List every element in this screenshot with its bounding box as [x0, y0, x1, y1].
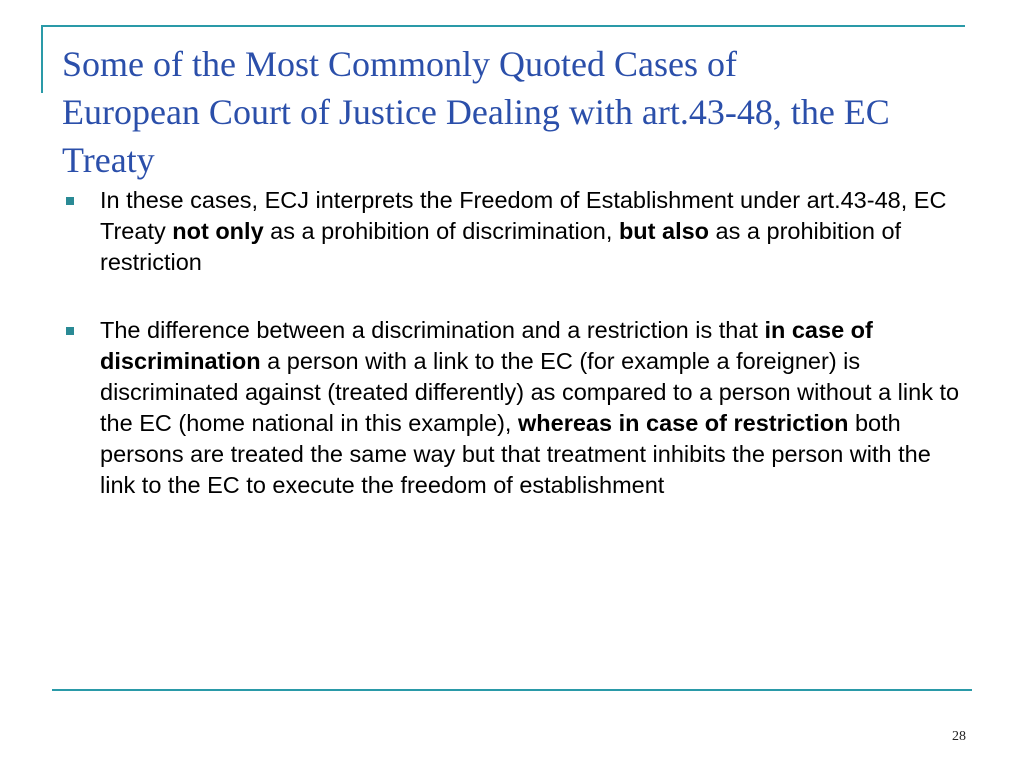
bullet-emphasis: in case of discrimination [100, 317, 873, 374]
bullet-text: The difference between a discrimination and a restriction is that [100, 317, 765, 343]
bullet-text: both persons are treated the same way but that treatment inhibits the person with the link to the EC to execute the freedom of establishment [100, 410, 931, 498]
left-accent-bar [41, 25, 43, 93]
bullet-emphasis: whereas in case of restriction [518, 410, 849, 436]
bullet-text: a person with a link to the EC (for example a foreigner) is discriminated against (treated differently) as compared to a person without a link to the EC (home national in this example), [100, 348, 960, 436]
title-line-2: European Court of Justice Dealing with art.43-48, the EC [62, 92, 890, 132]
bullet-list [62, 185, 962, 501]
title-line-3: Treaty [62, 140, 155, 180]
top-divider [41, 25, 965, 27]
square-bullet-icon [66, 197, 74, 205]
page-number: 28 [952, 729, 966, 744]
bullet-item [62, 185, 962, 278]
bullet-emphasis: not only [172, 218, 264, 244]
slide-title [62, 40, 982, 184]
title-line-1: Some of the Most Commonly Quoted Cases of [62, 44, 737, 84]
bullet-item [62, 315, 962, 501]
bottom-divider [52, 689, 972, 691]
bullet-emphasis: but also [618, 218, 710, 244]
bullet-text: as a prohibition of discrimination, [263, 218, 619, 244]
square-bullet-icon [66, 327, 74, 335]
bullet-text: as a prohibition of restriction [100, 218, 902, 275]
bullet-text: In these cases, ECJ interprets the Freedom of Establishment under art.43-48, EC Treaty [100, 187, 947, 244]
